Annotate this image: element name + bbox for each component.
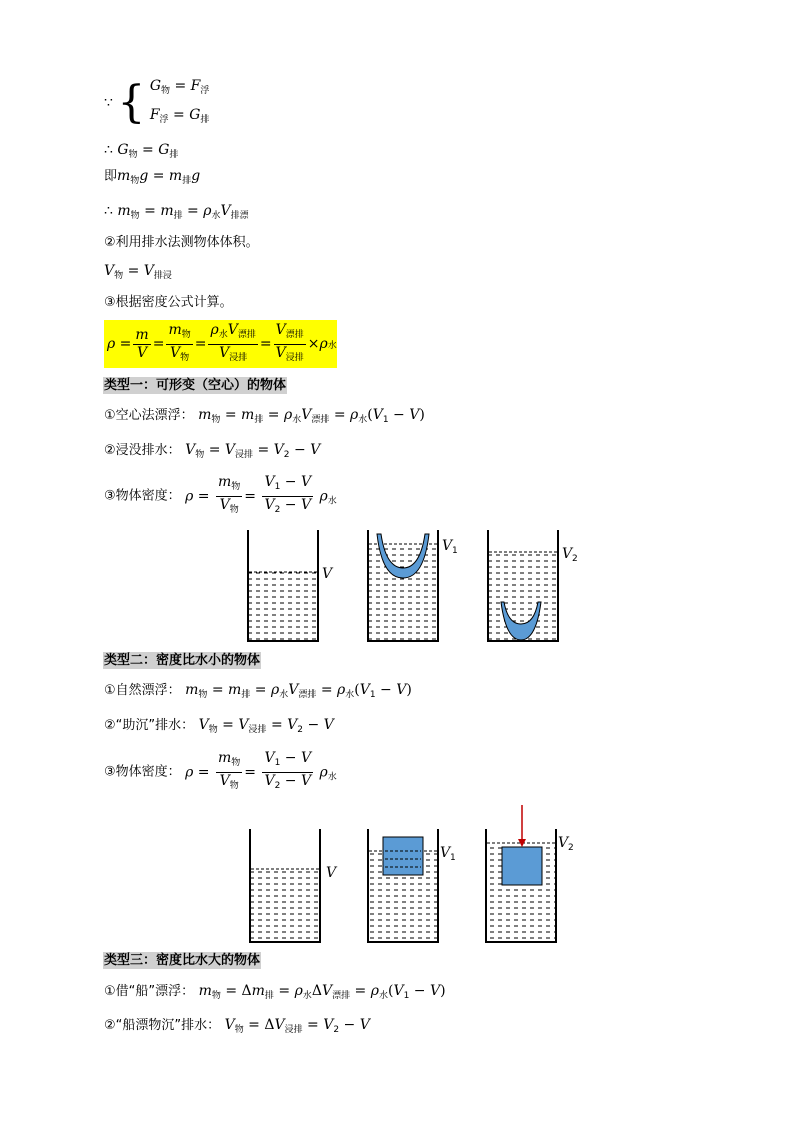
because-symbol: ∵ [104, 95, 113, 111]
system-line-1: $G_物 = F_浮$ [149, 78, 210, 96]
system-line-2: $F_浮 = G_排$ [149, 107, 210, 125]
type1-diagram [240, 528, 580, 644]
label-v: V [322, 566, 333, 582]
type2-item1: ①自然漂浮： $m_物 = m_排 = \rho_水V_{漂排} = \rho_水(V_1 - V)$ [104, 682, 412, 700]
type1-item2: ②浸没排水： $V_物 = V_{浸排} = V_2 - V$ [104, 442, 321, 460]
label2-v2: V [558, 835, 569, 851]
svg-text:2: 2 [568, 843, 574, 853]
floating-block [383, 837, 423, 875]
equation-mg: 即$m_物g = m_排g$ [104, 168, 201, 186]
type3-item1: ①借“船”漂浮： $m_物 = \Delta m_排 = \rho_水\Delta V_{漂排} = \rho_水(V_1 - V)$ [104, 983, 446, 1001]
equation-m: ∴ $m_物 = m_排 = \rho_水V_{排漂}$ [104, 203, 249, 221]
type2-diagram [242, 803, 582, 945]
type1-heading: 类型一：可形变（空心）的物体 [104, 378, 287, 393]
equation-system [104, 74, 209, 132]
svg-text:1: 1 [452, 546, 458, 556]
beaker2-floating [368, 829, 456, 942]
beaker2-initial [250, 829, 338, 942]
brace: { [117, 77, 146, 128]
beaker-initial [248, 530, 334, 641]
label-v2: V [562, 546, 573, 562]
label2-v1: V [440, 845, 451, 861]
label2-v: V [326, 865, 337, 881]
type1-item3: ③物体密度： ρ = $\frac{m_物}{V_物}$ = $\frac{V_1 - V}{V_2 - V}$ $\rho_水$ [104, 474, 337, 515]
system-lines [150, 74, 210, 132]
type2-item2: ②“助沉”排水： $V_物 = V_{浸排} = V_2 - V$ [104, 717, 334, 735]
beaker-floating [368, 530, 458, 641]
type3-item2: ②“船漂物沉”排水： $V_物 = \Delta V_{浸排} = V_2 - V$ [104, 1017, 370, 1035]
label-v1: V [442, 538, 453, 554]
beaker2-pushed [486, 805, 574, 942]
type2-heading: 类型二：密度比水小的物体 [104, 653, 261, 668]
svg-text:2: 2 [572, 554, 578, 564]
type1-item1: ①空心法漂浮： $m_物 = m_排 = \rho_水V_{漂排} = \rho_水(V_1 - V)$ [104, 407, 425, 425]
type3-heading: 类型三：密度比水大的物体 [104, 953, 261, 968]
equation-v: $V_物 = V_{排浸}$ [104, 263, 172, 281]
type2-item3: ③物体密度： ρ = $\frac{m_物}{V_物}$ = $\frac{V_1 - V}{V_2 - V}$ $\rho_水$ [104, 750, 337, 791]
pushed-block [502, 847, 542, 885]
svg-text:1: 1 [450, 853, 456, 863]
step-3-text: ③根据密度公式计算。 [104, 295, 233, 310]
equation-g: ∴ $G_物 = G_排$ [104, 142, 179, 160]
step-2-text: ②利用排水法测物体体积。 [104, 235, 259, 250]
highlighted-density-formula: ρ = $\frac{m}{V}$ = $\frac{m_物}{V_物}$ = $\frac{\rho_水V_{漂排}}{V_{浸排}}$ = $\frac{V_{漂排}}{V_{浸排}}$ × ρ 水 [104, 320, 337, 368]
beaker-submerged [488, 530, 578, 641]
